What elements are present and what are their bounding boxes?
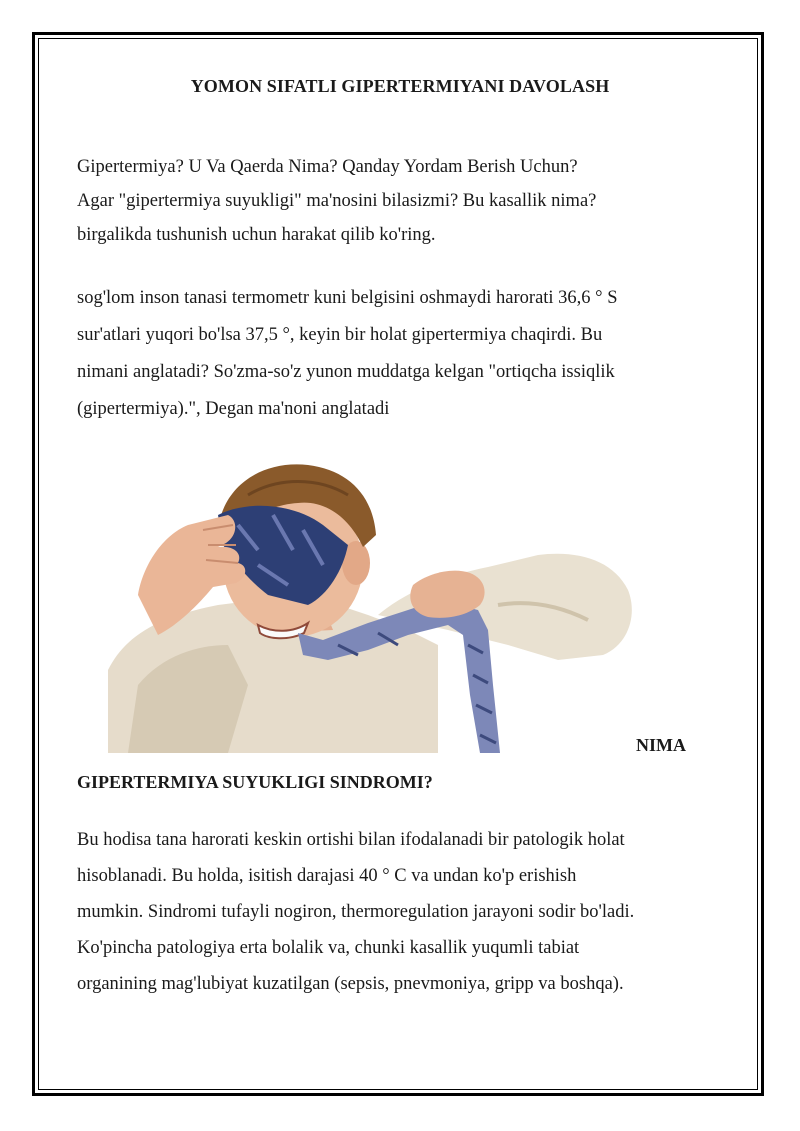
section-heading-part1: NIMA [636, 735, 686, 755]
section-heading-part2: GIPERTERMIYA SUYUKLIGI SINDROMI? [77, 772, 433, 792]
intro-line: Agar "gipertermiya suyukligi" ma'nosini bilasizmi? Bu kasallik nima? [77, 191, 597, 211]
body-line: organining mag'lubiyat kuzatilgan (sepsis, pnevmoniya, gripp va boshqa). [77, 974, 624, 994]
definition-line: sog'lom inson tanasi termometr kuni belgisini oshmaydi harorati 36,6 ° S [77, 288, 618, 308]
definition-line: nimani anglatadi? So'zma-so'z yunon muddatga kelgan "ortiqcha issiqlik [77, 362, 615, 382]
document-title: YOMON SIFATLI GIPERTERMIYANI DAVOLASH [190, 76, 610, 96]
intro-line: Gipertermiya? U Va Qaerda Nima? Qanday Yordam Berish Uchun? [77, 157, 578, 177]
definition-line: sur'atlari yuqori bo'lsa 37,5 °, keyin bir holat gipertermiya chaqirdi. Bu [77, 325, 603, 345]
man-with-cloth-on-forehead-photo [108, 455, 633, 753]
body-line: Ko'pincha patologiya erta bolalik va, chunki kasallik yuqumli tabiat [77, 938, 580, 958]
intro-paragraph [77, 150, 727, 252]
definition-line: (gipertermiya).", Degan ma'noni anglatadi [77, 399, 390, 419]
body-paragraph [77, 822, 727, 1002]
body-line: hisoblanadi. Bu holda, isitish darajasi 40 ° C va undan ko'p erishish [77, 866, 577, 886]
body-line: Bu hodisa tana harorati keskin ortishi bilan ifodalanadi bir patologik holat [77, 830, 625, 850]
intro-line: birgalikda tushunish uchun harakat qilib ko'ring. [77, 225, 436, 245]
definition-paragraph [77, 280, 727, 428]
body-line: mumkin. Sindromi tufayli nogiron, thermoregulation jarayoni sodir bo'ladi. [77, 902, 635, 922]
